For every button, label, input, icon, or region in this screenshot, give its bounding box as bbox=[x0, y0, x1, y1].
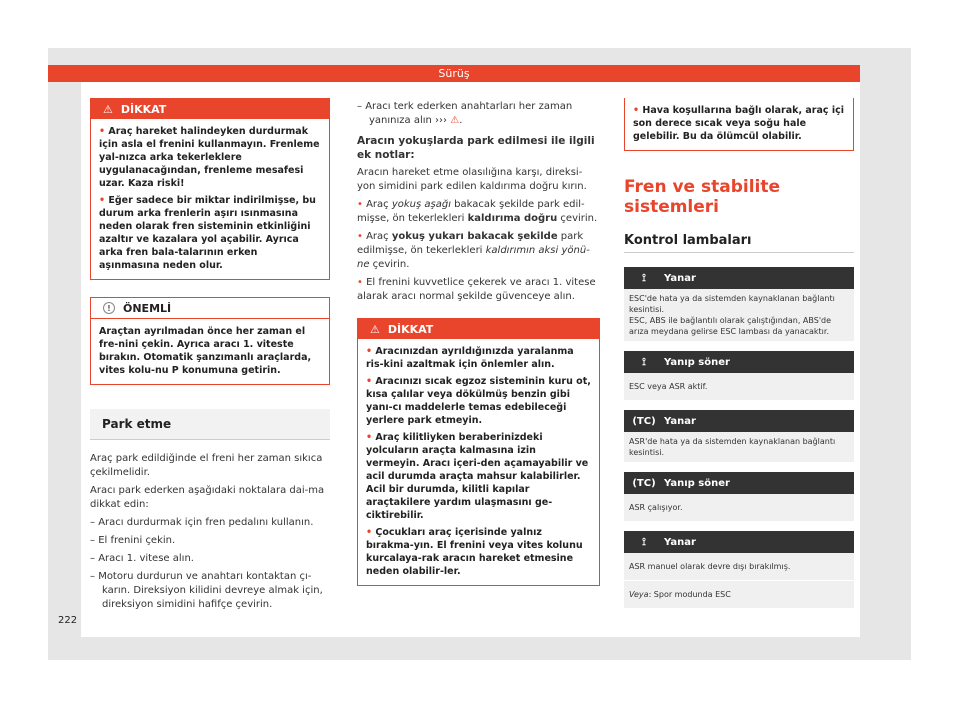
park-text bbox=[90, 452, 330, 612]
list-item: – El frenini çekin. bbox=[90, 535, 176, 546]
chapter-heading: Fren ve stabilite sistemleri bbox=[624, 177, 781, 217]
column-3 bbox=[624, 98, 854, 608]
lamp-row-body: ASR çalışıyor. bbox=[624, 494, 854, 521]
warning-icon: ⚠ bbox=[370, 322, 380, 336]
warning-item: • Aracınızdan ayrıldığınızda yaralanma ris-kini azaltmak için önlemler alın. bbox=[366, 346, 574, 370]
warning-box-continued bbox=[624, 98, 854, 151]
esc-off-icon: ⟟ bbox=[642, 536, 646, 548]
tc-icon: (TC) bbox=[632, 477, 656, 489]
list-item: • Araç yokuş aşağı bakacak şekilde park edil-mişse, ön tekerlekleri kaldırıma doğru çevirin. bbox=[357, 199, 598, 224]
lamp-row-header: ⟟ Yanar bbox=[624, 531, 854, 553]
warning-body bbox=[625, 98, 853, 150]
list-item: – Aracı durdurmak için fren pedalını kullanın. bbox=[90, 517, 314, 528]
lamp-row-body: ESC veya ASR aktif. bbox=[624, 373, 854, 400]
list-item: • Araç yokuş yukarı bakacak şekilde park edilmişse, ön tekerlekleri kaldırımın aksi yönü-ne çevirin. bbox=[357, 231, 590, 270]
warning-title bbox=[91, 99, 329, 119]
lamp-row-body: ASR manuel olarak devre dışı bırakılmış. bbox=[624, 553, 854, 580]
list-item: – Aracı terk ederken anahtarları her zaman yanınıza alın ››› ⚠. bbox=[357, 101, 573, 126]
tc-icon: (TC) bbox=[632, 415, 656, 427]
warning-item: • Araç kilitliyken beraberinizdeki yolcuların araçta kalmasına izin vermeyin. Aracı içeri-den açamayabilir ve acil durumda araçta mahsur kalabilirler. Acil bir durumda, kilitli kapılar araçtakilere yardım ulaşmasını ge-ciktirebilir. bbox=[366, 432, 589, 521]
paragraph: Aracın hareket etme olasılığına karşı, direksi-yon simidini park edilen kaldırıma doğru kırın. bbox=[357, 167, 587, 192]
section-header: Sürüş bbox=[48, 65, 860, 82]
col2-text bbox=[357, 100, 600, 304]
lamp-row-header: ⟟ Yanıp söner bbox=[624, 351, 854, 373]
lamp-row-header: ⟟ Yanar bbox=[624, 267, 854, 289]
warning-body bbox=[358, 339, 599, 585]
warning-body bbox=[91, 119, 329, 279]
esc-icon: ⟟ bbox=[642, 356, 646, 368]
lamp-row-header: (TC) Yanar bbox=[624, 410, 854, 432]
page-number: 222 bbox=[58, 615, 78, 626]
lamp-table bbox=[624, 267, 854, 608]
important-body: Araçtan ayrılmadan önce her zaman el fre-nini çekin. Ayrıca aracı 1. viteste bırakın. Otomatik şanzımanlı araçlarda, vites kolu-nu P konumuna getirin. bbox=[99, 326, 312, 376]
warning-item: • Hava koşullarına bağlı olarak, araç içi son derece sıcak veya soğu hale gelebilir. Bu da ölümcül olabilir. bbox=[633, 105, 844, 142]
warning-box bbox=[90, 98, 330, 280]
park-heading: Park etme bbox=[90, 409, 330, 440]
subheading: Aracın yokuşlarda park edilmesi ile ilgili ek notlar: bbox=[357, 135, 595, 161]
esc-icon: ⟟ bbox=[642, 272, 646, 284]
page-content bbox=[81, 82, 860, 637]
lamp-row-body: ESC'de hata ya da sistemden kaynaklanan bağlantı kesintisi. ESC, ABS ile bağlantılı olarak çalıştığından, ABS'de arıza meydana gelirse ESC lambası da yanacaktır. bbox=[624, 289, 854, 341]
list-item: – Motoru durdurun ve anahtarı kontaktan çı-karın. Direksiyon kilidini devreye almak için, direksiyon simidini hafifçe çevirin. bbox=[90, 571, 323, 610]
column-1 bbox=[90, 98, 330, 616]
warning-item: • Araç hareket halindeyken durdurmak için asla el frenini kullanmayın. Frenleme yal-nızca arka tekerleklere uygulanacağından, frenleme mesafesi uzar. Kaza riski! bbox=[99, 126, 320, 189]
lamp-row-body: ASR'de hata ya da sistemden kaynaklanan bağlantı kesintisi. bbox=[624, 432, 854, 462]
column-2 bbox=[357, 100, 600, 586]
important-title: ! ÖNEMLİ bbox=[91, 298, 329, 319]
warning-item: • Eğer sadece bir miktar indirilmişse, bu durum arka frenlerin aşırı ısınmasına neden olarak fren sisteminin etkinliğini azaltır ve kazalara yol açabilir. Ayrıca arka fren bala-talarının erken aşınmasına neden olur. bbox=[99, 195, 316, 271]
page-frame bbox=[48, 48, 911, 660]
lamp-row-header: (TC) Yanıp söner bbox=[624, 472, 854, 494]
list-item: – Aracı 1. vitese alın. bbox=[90, 553, 194, 564]
paragraph: Aracı park ederken aşağıdaki noktalara dai-ma dikkat edin: bbox=[90, 485, 325, 510]
lamp-row-body: Veya: Spor modunda ESC bbox=[624, 580, 854, 608]
warning-item: • Aracınızı sıcak egzoz sisteminin kuru ot, kısa çalılar veya dökülmüş benzin gibi yanı-cı maddelerle temas edebileceği yerlere park etmeyin. bbox=[366, 376, 591, 426]
warning-title-text: DİKKAT bbox=[120, 102, 167, 116]
warning-icon: ⚠ bbox=[103, 102, 113, 116]
warning-title: ⚠ DİKKAT bbox=[358, 319, 599, 339]
warning-item: • Çocukları araç içerisinde yalnız bırakma-yın. El frenini veya vites kolunu kurcalaya-rak aracın hareket etmesine neden olabilir-ler. bbox=[366, 527, 583, 577]
list-item: • El frenini kuvvetlice çekerek ve aracı 1. vitese alarak aracı normal şekilde güvenceye alın. bbox=[357, 277, 596, 302]
section-heading: Kontrol lambaları bbox=[624, 233, 854, 253]
warning-icon: ⚠ bbox=[450, 115, 460, 126]
info-icon: ! bbox=[103, 302, 115, 314]
important-box bbox=[90, 297, 330, 385]
paragraph: Araç park edildiğinde el freni her zaman sıkıca çekilmelidir. bbox=[90, 453, 323, 478]
warning-box bbox=[357, 318, 600, 586]
